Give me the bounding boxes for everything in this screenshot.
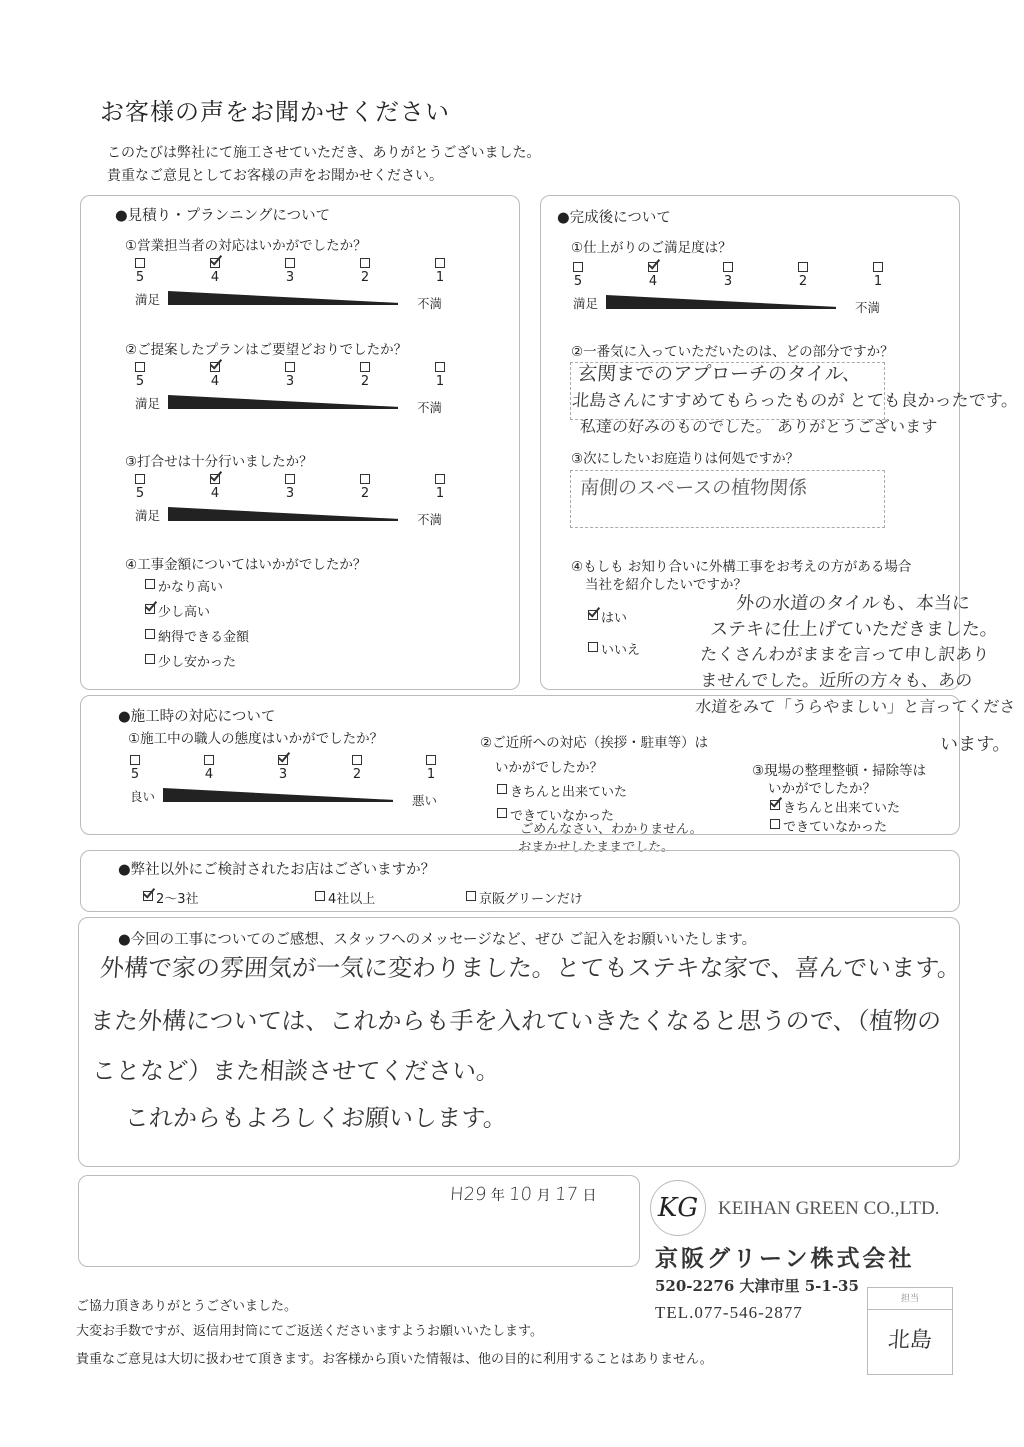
rating-number: 2	[798, 274, 808, 289]
question: いかがでしたか？	[495, 760, 603, 776]
section-heading: ●施工時の対応について	[118, 709, 276, 725]
rating-checkbox[interactable]	[135, 474, 145, 484]
rating-number: 1	[426, 767, 436, 782]
rating-number: 2	[352, 767, 362, 782]
section-heading: ●完成後について	[557, 210, 671, 226]
rating-number: 5	[135, 374, 145, 389]
rating-checkbox[interactable]	[435, 474, 445, 484]
company-logo-text: KEIHAN GREEN CO.,LTD.	[718, 1198, 940, 1219]
rating-checkbox[interactable]	[285, 362, 295, 372]
date-era: H29	[449, 1184, 488, 1205]
option-label: 少し高い	[158, 605, 211, 620]
footer-line: ご協力頂きありがとうございました。	[76, 1299, 298, 1314]
year-label: 年	[490, 1188, 505, 1204]
rating-checkbox[interactable]	[135, 362, 145, 372]
rating-number: 2	[360, 374, 370, 389]
rating-number: 4	[648, 274, 658, 289]
rating-checkbox[interactable]	[435, 258, 445, 268]
rating-number: 1	[435, 486, 445, 501]
option-label: 4社以上	[328, 892, 376, 907]
option-label: きちんと出来ていた	[510, 785, 628, 800]
scale-good-label: 満足	[135, 292, 161, 307]
note-line: ませんでした。近所の方々も、あの	[699, 671, 973, 691]
question: ③次にしたいお庭造りは何処ですか？	[571, 451, 800, 467]
comment-line: また外構については、これからも手を入れていきたくなると思うので、（植物の	[89, 1007, 943, 1035]
question: ②ご提案したプランはご要望どおりでしたか？	[125, 342, 408, 358]
option-label: できていなかった	[510, 809, 615, 824]
option-label: できていなかった	[783, 820, 888, 835]
scale-bad-label: 不満	[417, 296, 443, 311]
scale-good-label: 満足	[135, 396, 161, 411]
handwritten-answer: 私達の好みのものでした。 ありがとうございます	[579, 417, 938, 436]
rating-number: 4	[210, 374, 220, 389]
section-heading: ●今回の工事についてのご感想、スタッフへのメッセージなど、ぜひ ご記入をお願いいたします。	[118, 932, 757, 948]
option-checkbox[interactable]	[145, 654, 155, 664]
rating-number: 5	[573, 274, 583, 289]
rating-number: 3	[285, 374, 295, 389]
company-tel: TEL.077-546-2877	[655, 1303, 803, 1322]
option-checkbox[interactable]	[145, 629, 155, 639]
question: 当社を紹介したいですか？	[585, 577, 747, 593]
comment-line: ことなど）また相談させてください。	[91, 1057, 502, 1085]
rating-number: 2	[360, 270, 370, 285]
date-day: 17	[554, 1184, 579, 1205]
rating-checkbox[interactable]	[285, 258, 295, 268]
note-line: います。	[939, 734, 1012, 755]
rating-number: 5	[135, 486, 145, 501]
rating-checkbox[interactable]	[360, 474, 370, 484]
question: ④工事金額についてはいかがでしたか？	[125, 557, 367, 573]
rating-checkbox[interactable]	[360, 258, 370, 268]
rating-checkbox[interactable]	[360, 362, 370, 372]
rating-checkbox[interactable]	[435, 362, 445, 372]
rating-checkbox[interactable]	[426, 755, 436, 765]
question: ②一番気に入っていただいたのは、どの部分ですか？	[571, 344, 894, 360]
note-line: ステキに仕上げていただきました。	[709, 619, 999, 640]
staff-name: 北島	[887, 1328, 933, 1353]
rating-number: 1	[435, 270, 445, 285]
rating-number: 3	[278, 767, 288, 782]
rating-number: 5	[130, 767, 140, 782]
note-line: 水道をみて「うらやましい」と言ってくださ	[694, 697, 1016, 716]
date	[450, 1185, 597, 1206]
question: ①施工中の職人の態度はいかがでしたか？	[128, 731, 384, 747]
rating-checkbox[interactable]	[873, 262, 883, 272]
option-checkbox[interactable]	[466, 891, 476, 901]
question: いかがでしたか？	[768, 781, 876, 797]
staff-box	[867, 1287, 953, 1375]
option-label: 2～3社	[156, 892, 199, 907]
rating-number: 3	[723, 274, 733, 289]
option-checkbox[interactable]	[315, 891, 325, 901]
question: ①仕上がりのご満足度は？	[571, 240, 732, 256]
rating-number: 1	[873, 274, 883, 289]
page-title: お客様の声をお聞かせください	[100, 98, 450, 126]
question: ③現場の整理整頓・掃除等は	[752, 763, 927, 779]
scale-bad-label: 不満	[417, 400, 443, 415]
question: ①営業担当者の対応はいかがでしたか？	[125, 238, 367, 254]
scale-good-label: 良い	[130, 789, 156, 804]
rating-number: 4	[210, 486, 220, 501]
scale-good-label: 満足	[573, 296, 599, 311]
scale-bad-label: 不満	[417, 512, 443, 527]
option-checkbox[interactable]	[145, 579, 155, 589]
section-heading: ●見積り・プランニングについて	[115, 208, 331, 224]
option-label: 京阪グリーンだけ	[479, 892, 583, 907]
rating-number: 3	[285, 270, 295, 285]
handwritten-answer: 北島さんにすすめてもらったものが とても良かったです。	[571, 391, 1019, 411]
rating-checkbox[interactable]	[130, 755, 140, 765]
option-label: いいえ	[601, 643, 641, 658]
rating-number: 3	[285, 486, 295, 501]
question: ④もしも お知り合いに外構工事をお考えの方がある場合	[571, 559, 912, 575]
footer-line: 貴重なご意見は大切に扱わせて頂きます。お客様から頂いた情報は、他の目的に利用することはありません。	[76, 1352, 713, 1367]
rating-number: 2	[360, 486, 370, 501]
handwritten-answer: 玄関までのアプローチのタイル、	[577, 363, 862, 385]
option-label: かなり高い	[158, 580, 224, 595]
rating-checkbox[interactable]	[204, 755, 214, 765]
footer-line: 大変お手数ですが、返信用封筒にてご返送くださいますようお願いいたします。	[76, 1324, 543, 1339]
scale-good-label: 満足	[135, 508, 161, 523]
intro-line: このたびは弊社にて施工させていただき、ありがとうございました。	[107, 145, 541, 161]
option-checkbox[interactable]	[588, 642, 598, 652]
scale-bad-label: 悪い	[412, 793, 438, 808]
option-label: はい	[601, 611, 628, 626]
intro-line: 貴重なご意見としてお客様の声をお聞かせください。	[107, 168, 443, 184]
rating-number: 4	[210, 270, 220, 285]
scale-bad-label: 不満	[855, 300, 881, 315]
note-line: 外の水道のタイルも、本当に	[735, 593, 971, 614]
option-checkbox[interactable]	[497, 808, 507, 818]
day-label: 日	[582, 1188, 597, 1204]
date-month: 10	[508, 1184, 534, 1205]
question: ②ご近所への対応（挨拶・駐車等）は	[480, 735, 709, 751]
option-checkbox[interactable]	[497, 784, 507, 794]
option-label: 少し安かった	[158, 655, 237, 670]
handwritten-answer: 南側のスペースの植物関係	[579, 477, 808, 499]
option-label: 納得できる金額	[158, 630, 250, 645]
staff-label: 担当	[868, 1288, 952, 1310]
rating-number: 5	[135, 270, 145, 285]
note-line: たくさんわがままを言って申し訳あり	[699, 645, 990, 665]
rating-checkbox[interactable]	[135, 258, 145, 268]
comment-line: これからもよろしくお願いします。	[124, 1104, 509, 1132]
comment-line: 外構で家の雰囲気が一気に変わりました。とてもステキな家で、喜んでいます。	[99, 954, 963, 982]
estimate-section	[80, 195, 520, 690]
rating-checkbox[interactable]	[573, 262, 583, 272]
rating-checkbox[interactable]	[798, 262, 808, 272]
question: ③打合せは十分行いましたか？	[125, 454, 313, 470]
rating-number: 4	[204, 767, 214, 782]
option-checkbox[interactable]	[770, 819, 780, 829]
company-name: 京阪グリーン株式会社	[655, 1245, 915, 1272]
option-label: きちんと出来ていた	[783, 801, 901, 816]
company-address: 520-2276 大津市里 5-1-35	[655, 1277, 859, 1295]
month-label: 月	[536, 1188, 551, 1204]
company-logo: KG	[650, 1180, 706, 1236]
rating-checkbox[interactable]	[285, 474, 295, 484]
rating-checkbox[interactable]	[352, 755, 362, 765]
handwritten-note: おまかせしたままでした。	[517, 840, 675, 855]
rating-checkbox[interactable]	[723, 262, 733, 272]
handwritten-note: ごめんなさい、わかりません。	[519, 822, 704, 837]
section-heading: ●弊社以外にご検討されたお店はございますか？	[118, 862, 436, 878]
rating-number: 1	[435, 374, 445, 389]
